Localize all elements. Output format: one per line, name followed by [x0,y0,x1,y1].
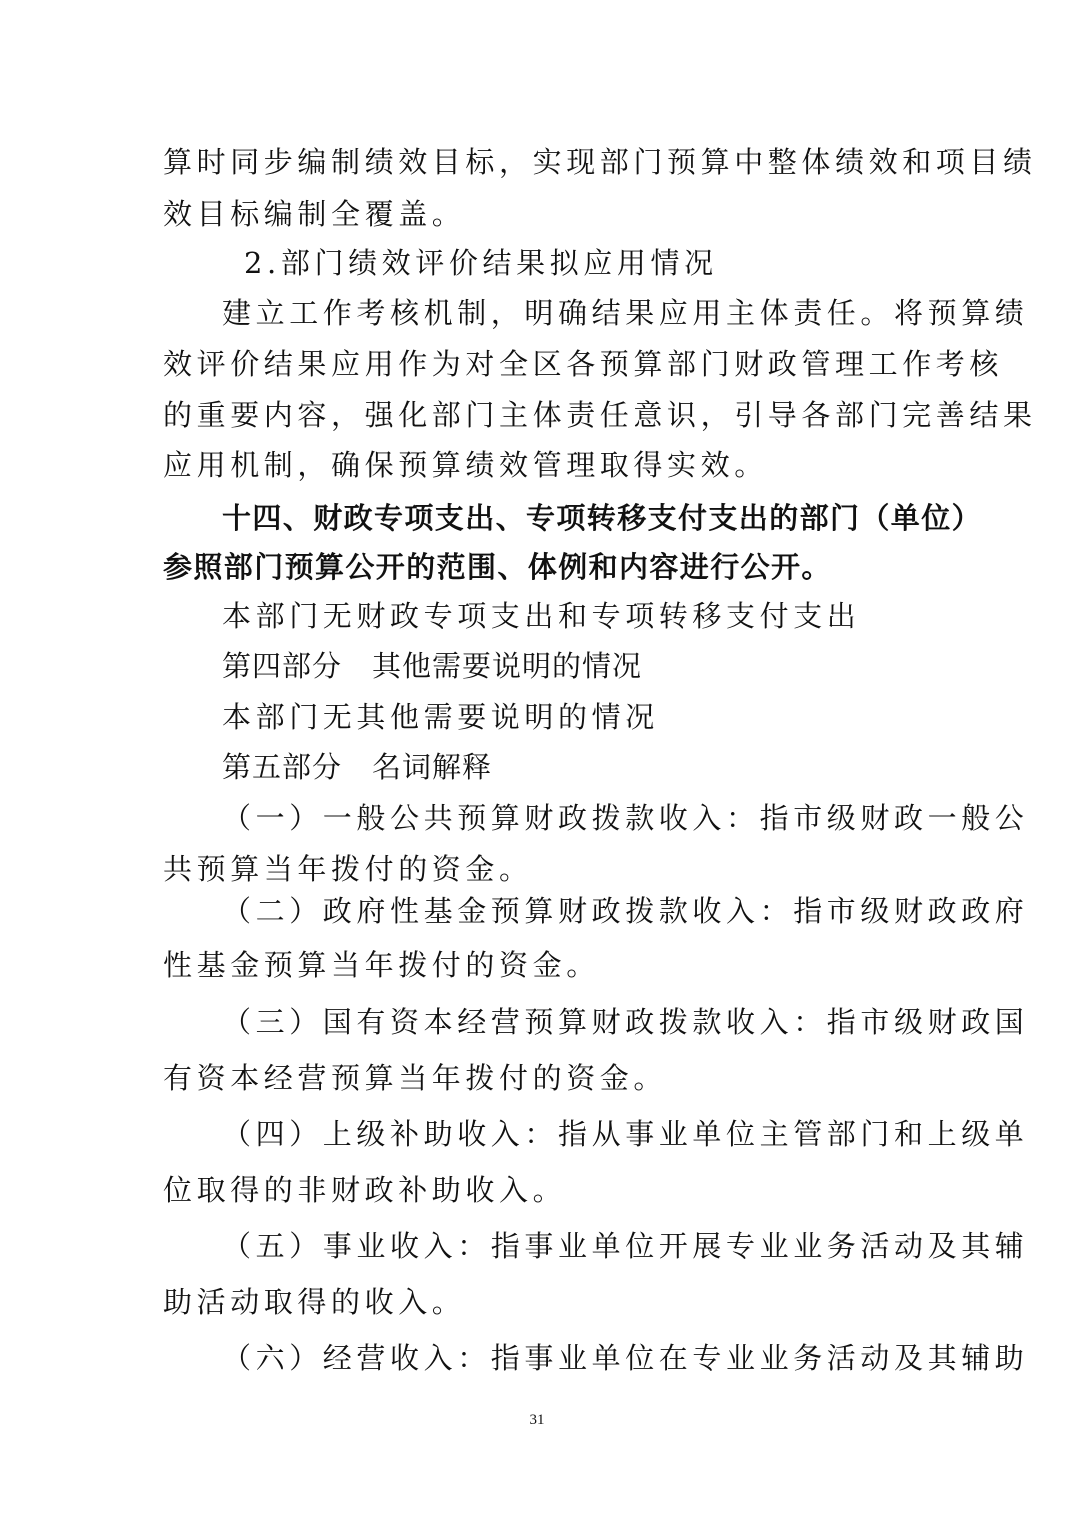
term-definition: 性基金预算当年拨付的资金。 [163,948,600,982]
term-definition: 共预算当年拨付的资金。 [163,852,533,886]
term-definition: （二）政府性基金预算财政拨款收入：指市级财政政府 [222,894,1029,928]
body-text-line: 的重要内容，强化部门主体责任意识，引导各部门完善结果 [163,398,1037,432]
term-definition: 位取得的非财政补助收入。 [163,1173,567,1207]
page-number: 31 [529,1412,545,1428]
body-text-line: 本部门无其他需要说明的情况 [222,700,659,734]
part-heading: 第五部分 名词解释 [222,750,493,784]
term-definition: （五）事业收入：指事业单位开展专业业务活动及其辅 [222,1229,1029,1263]
term-definition: （四）上级补助收入：指从事业单位主管部门和上级单 [222,1117,1029,1151]
term-definition: 有资本经营预算当年拨付的资金。 [163,1061,668,1095]
section-heading: 参照部门预算公开的范围、体例和内容进行公开。 [163,550,832,584]
term-definition: （三）国有资本经营预算财政拨款收入：指市级财政国 [222,1005,1029,1039]
body-text-line: 建立工作考核机制，明确结果应用主体责任。将预算绩 [222,296,1029,330]
part-heading: 第四部分 其他需要说明的情况 [222,649,643,683]
term-definition: （六）经营收入：指事业单位在专业业务活动及其辅助 [222,1341,1029,1375]
body-text-line: 效评价结果应用作为对全区各预算部门财政管理工作考核 [163,347,1004,381]
body-text-line: 本部门无财政专项支出和专项转移支付支出 [222,599,861,633]
body-text-line: 应用机制，确保预算绩效管理取得实效。 [163,448,768,482]
term-definition: 助活动取得的收入。 [163,1285,466,1319]
term-definition: （一）一般公共预算财政拨款收入：指市级财政一般公 [222,801,1029,835]
subsection-heading: 2.部门绩效评价结果拟应用情况 [244,246,718,280]
section-heading: 十四、财政专项支出、专项转移支付支出的部门（单位） [222,501,983,535]
body-text-line: 算时同步编制绩效目标，实现部门预算中整体绩效和项目绩 [163,145,1037,179]
body-text-line: 效目标编制全覆盖。 [163,197,466,231]
